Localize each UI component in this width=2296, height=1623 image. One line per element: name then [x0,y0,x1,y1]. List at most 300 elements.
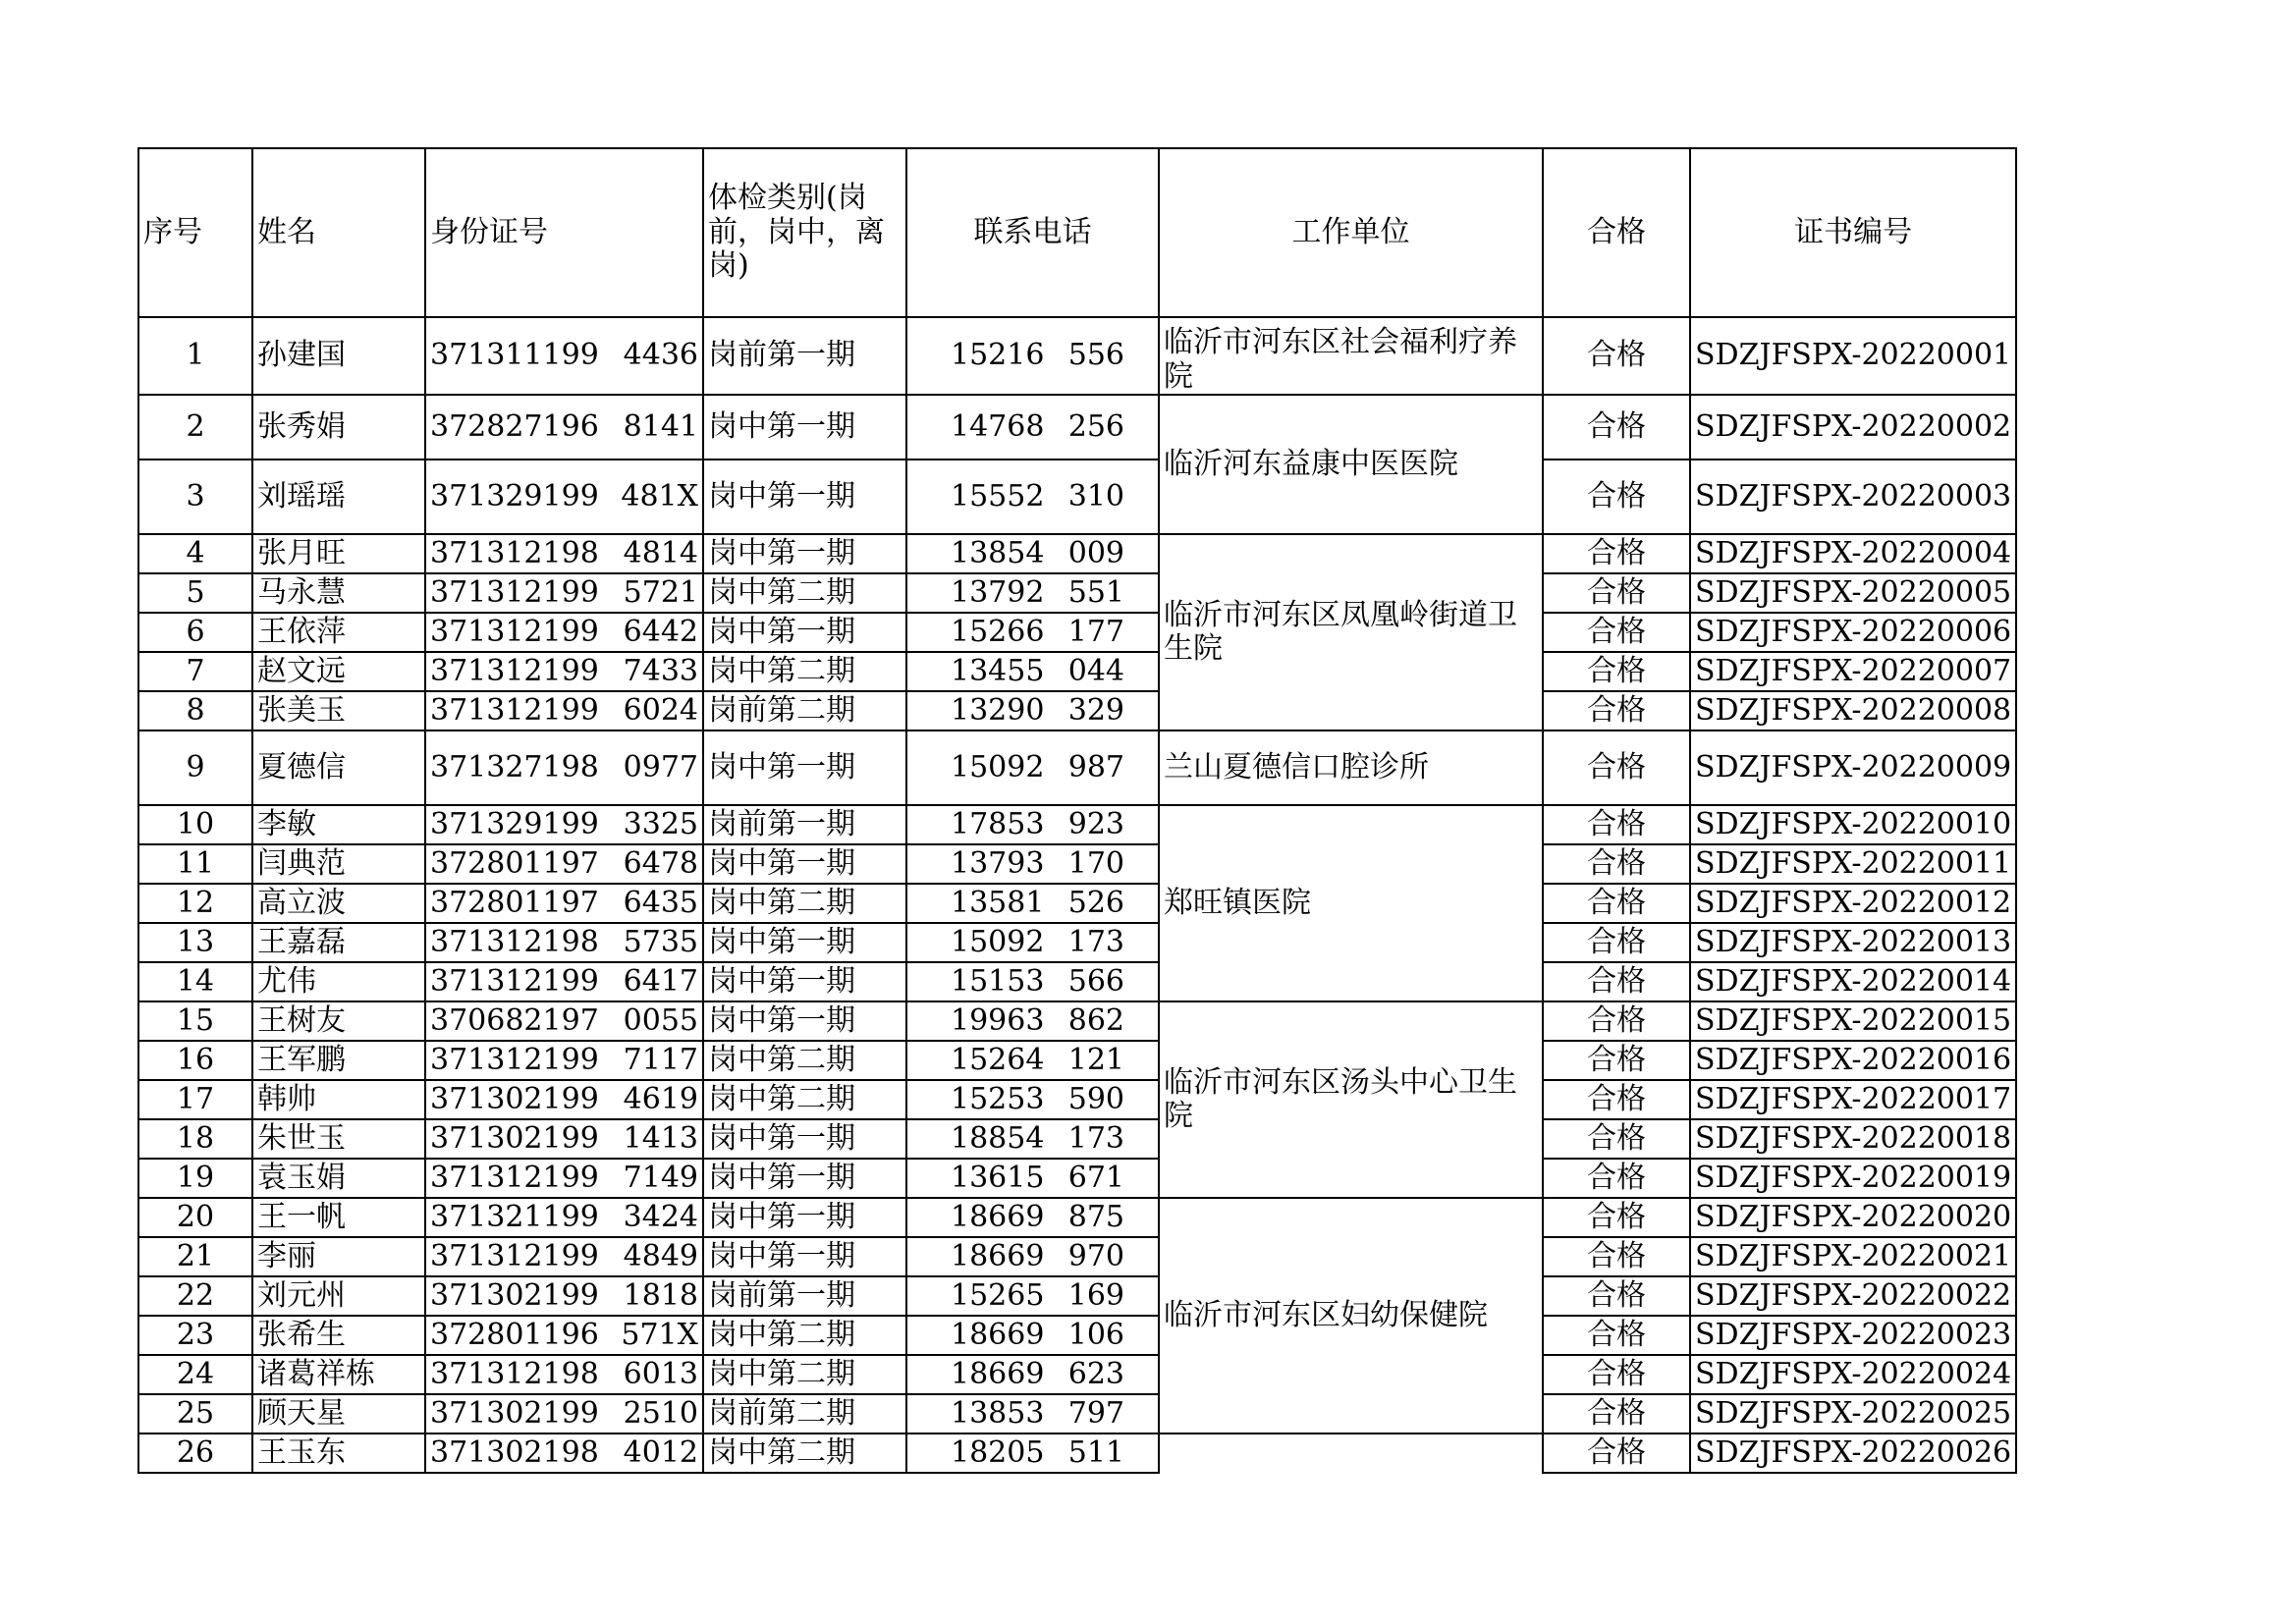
cell-seq: 8 [138,691,252,730]
cell-category: 岗中第二期 [703,1041,906,1080]
cell-phone [906,730,1159,805]
cell-category: 岗中第一期 [703,534,906,573]
cell-id [425,962,703,1001]
cell-id [425,884,703,923]
id-suffix: 7117 [623,1042,698,1077]
id-suffix: 4012 [623,1434,698,1470]
cell-name: 马永慧 [252,573,425,613]
cell-pass: 合格 [1543,317,1690,395]
id-suffix: 4436 [623,338,698,373]
phone-prefix: 18669 [951,1199,1045,1234]
table-row [138,534,2016,573]
cell-pass: 合格 [1543,652,1690,691]
id-prefix: 370682197 [430,1002,599,1038]
id-suffix: 3424 [623,1199,698,1234]
cell-id [425,1434,703,1473]
id-suffix: 0977 [623,749,698,784]
cell-phone [906,923,1159,962]
cell-seq: 24 [138,1355,252,1394]
id-suffix: 0055 [623,1002,698,1038]
cell-name: 诸葛祥栋 [252,1355,425,1394]
id-prefix: 371312199 [430,963,599,999]
cell-seq: 2 [138,395,252,460]
cell-id [425,652,703,691]
phone-prefix: 15092 [951,749,1045,784]
table-row [138,1316,2016,1355]
cell-pass: 合格 [1543,1198,1690,1237]
table-row [138,1001,2016,1041]
cell-name: 王军鹏 [252,1041,425,1080]
cell-name: 尤伟 [252,962,425,1001]
cell-pass: 合格 [1543,573,1690,613]
table-row [138,395,2016,460]
id-suffix: 1818 [623,1277,698,1313]
cell-seq: 16 [138,1041,252,1080]
cell-seq: 18 [138,1119,252,1159]
cell-pass: 合格 [1543,805,1690,844]
phone-suffix: 009 [1067,535,1124,570]
cell-cert: SDZJFSPX-20220004 [1690,534,2016,573]
cell-cert: SDZJFSPX-20220012 [1690,884,2016,923]
phone-suffix: 526 [1067,885,1124,920]
cell-cert: SDZJFSPX-20220026 [1690,1434,2016,1473]
id-suffix: 6013 [623,1356,698,1391]
cell-pass: 合格 [1543,1316,1690,1355]
cell-seq: 10 [138,805,252,844]
cell-cert: SDZJFSPX-20220007 [1690,652,2016,691]
id-prefix: 371327198 [430,749,599,784]
cell-cert: SDZJFSPX-20220013 [1690,923,2016,962]
cell-pass: 合格 [1543,1001,1690,1041]
id-prefix: 371312198 [430,1356,599,1391]
cell-cert: SDZJFSPX-20220025 [1690,1394,2016,1434]
cell-category: 岗前第二期 [703,691,906,730]
cell-id [425,1080,703,1119]
cell-cert: SDZJFSPX-20220014 [1690,962,2016,1001]
cell-name: 袁玉娟 [252,1159,425,1198]
cell-phone [906,1198,1159,1237]
table-row [138,1198,2016,1237]
table-row [138,1276,2016,1316]
cell-id [425,395,703,460]
cell-unit: 临沂市河东区社会福利疗养院 [1159,317,1543,395]
id-suffix: 6478 [623,845,698,881]
header-name: 姓名 [252,148,425,317]
id-suffix: 2510 [623,1395,698,1431]
phone-suffix: 310 [1067,478,1124,514]
cell-name: 闫典范 [252,844,425,884]
cell-phone [906,1276,1159,1316]
id-prefix: 371312199 [430,614,599,649]
cell-category: 岗中第一期 [703,844,906,884]
phone-prefix: 18669 [951,1317,1045,1352]
table-row [138,613,2016,652]
header-row [138,148,2016,317]
phone-prefix: 15216 [951,338,1045,373]
phone-suffix: 170 [1067,845,1124,881]
phone-suffix: 797 [1067,1395,1124,1431]
table-row [138,962,2016,1001]
table-row [138,884,2016,923]
cell-seq: 15 [138,1001,252,1041]
cell-cert: SDZJFSPX-20220023 [1690,1316,2016,1355]
cell-category: 岗中第一期 [703,1237,906,1276]
cell-id [425,1198,703,1237]
cell-id [425,1316,703,1355]
cell-cert: SDZJFSPX-20220005 [1690,573,2016,613]
cell-name: 张秀娟 [252,395,425,460]
cell-category: 岗中第二期 [703,573,906,613]
cell-seq: 3 [138,460,252,534]
cell-unit: 郑旺镇医院 [1159,805,1543,1001]
cell-phone [906,534,1159,573]
table-row [138,460,2016,534]
cell-phone [906,1041,1159,1080]
cell-id [425,317,703,395]
cell-pass: 合格 [1543,1355,1690,1394]
id-prefix: 371312199 [430,653,599,688]
cell-category: 岗前第二期 [703,1394,906,1434]
cell-pass: 合格 [1543,844,1690,884]
cell-seq: 14 [138,962,252,1001]
cell-seq: 25 [138,1394,252,1434]
phone-prefix: 15552 [951,478,1045,514]
phone-prefix: 13615 [951,1160,1045,1195]
cell-seq: 7 [138,652,252,691]
cell-phone [906,317,1159,395]
phone-prefix: 13581 [951,885,1045,920]
phone-prefix: 19963 [951,1002,1045,1038]
table-row [138,1080,2016,1119]
cell-cert: SDZJFSPX-20220017 [1690,1080,2016,1119]
header-phone: 联系电话 [906,148,1159,317]
cell-unit: 临沂市河东区妇幼保健院 [1159,1198,1543,1434]
id-prefix: 371312199 [430,692,599,728]
cell-unit: 临沂市河东区汤头中心卫生院 [1159,1001,1543,1198]
phone-prefix: 13455 [951,653,1045,688]
phone-prefix: 15266 [951,614,1045,649]
id-suffix: 481X [621,478,698,514]
header-unit: 工作单位 [1159,148,1543,317]
phone-suffix: 987 [1067,749,1124,784]
roster-sheet [137,147,2017,1474]
table-row [138,1119,2016,1159]
header-cert: 证书编号 [1690,148,2016,317]
cell-category: 岗中第一期 [703,460,906,534]
cell-category: 岗中第二期 [703,1434,906,1473]
cell-pass: 合格 [1543,962,1690,1001]
id-prefix: 372827196 [430,408,599,444]
header-pass: 合格 [1543,148,1690,317]
cell-category: 岗中第二期 [703,884,906,923]
cell-phone [906,395,1159,460]
id-prefix: 372801197 [430,845,599,881]
phone-prefix: 15265 [951,1277,1045,1313]
phone-suffix: 177 [1067,614,1124,649]
cell-phone [906,691,1159,730]
cell-category: 岗前第一期 [703,805,906,844]
cell-name: 朱世玉 [252,1119,425,1159]
cell-name: 李敏 [252,805,425,844]
cell-category: 岗中第一期 [703,923,906,962]
table-row [138,652,2016,691]
cell-phone [906,1119,1159,1159]
cell-id [425,1237,703,1276]
cell-name: 顾天星 [252,1394,425,1434]
phone-suffix: 875 [1067,1199,1124,1234]
phone-suffix: 511 [1067,1434,1124,1470]
phone-prefix: 17853 [951,806,1045,841]
cell-phone [906,962,1159,1001]
id-prefix: 371311199 [430,338,599,373]
id-prefix: 371321199 [430,1199,599,1234]
id-suffix: 4814 [623,535,698,570]
cell-pass: 合格 [1543,691,1690,730]
cell-name: 王嘉磊 [252,923,425,962]
cell-unit [1159,1434,1543,1473]
id-suffix: 5721 [623,574,698,610]
id-prefix: 371312198 [430,535,599,570]
cell-id [425,805,703,844]
phone-prefix: 13854 [951,535,1045,570]
cell-phone [906,613,1159,652]
cell-category: 岗前第一期 [703,1276,906,1316]
cell-category: 岗前第一期 [703,317,906,395]
cell-id [425,844,703,884]
cell-category: 岗中第二期 [703,652,906,691]
cell-category: 岗中第一期 [703,730,906,805]
cell-pass: 合格 [1543,1119,1690,1159]
cell-cert: SDZJFSPX-20220022 [1690,1276,2016,1316]
phone-suffix: 556 [1067,338,1124,373]
table-row [138,691,2016,730]
cell-name: 刘元州 [252,1276,425,1316]
id-suffix: 6417 [623,963,698,999]
id-suffix: 571X [621,1317,698,1352]
cell-phone [906,1080,1159,1119]
cell-name: 孙建国 [252,317,425,395]
cell-cert: SDZJFSPX-20220009 [1690,730,2016,805]
id-suffix: 7149 [623,1160,698,1195]
phone-prefix: 18669 [951,1238,1045,1273]
cell-phone [906,1355,1159,1394]
cell-unit: 临沂市河东区凤凰岭街道卫生院 [1159,534,1543,730]
cell-phone [906,1237,1159,1276]
cell-pass: 合格 [1543,1237,1690,1276]
id-suffix: 8141 [623,408,698,444]
phone-prefix: 13792 [951,574,1045,610]
cell-phone [906,844,1159,884]
phone-prefix: 14768 [951,408,1045,444]
id-suffix: 3325 [623,806,698,841]
cell-category: 岗中第一期 [703,1119,906,1159]
phone-suffix: 329 [1067,692,1124,728]
cell-cert: SDZJFSPX-20220008 [1690,691,2016,730]
id-suffix: 4619 [623,1081,698,1116]
phone-suffix: 566 [1067,963,1124,999]
cell-cert: SDZJFSPX-20220001 [1690,317,2016,395]
cell-name: 张月旺 [252,534,425,573]
cell-pass: 合格 [1543,1159,1690,1198]
cell-id [425,1001,703,1041]
cell-cert: SDZJFSPX-20220003 [1690,460,2016,534]
table-row [138,573,2016,613]
phone-suffix: 106 [1067,1317,1124,1352]
cell-id [425,573,703,613]
cell-name: 李丽 [252,1237,425,1276]
id-prefix: 371312198 [430,924,599,959]
cell-seq: 21 [138,1237,252,1276]
id-suffix: 5735 [623,924,698,959]
table-row [138,1355,2016,1394]
id-prefix: 372801197 [430,885,599,920]
cell-pass: 合格 [1543,1041,1690,1080]
phone-suffix: 121 [1067,1042,1124,1077]
id-prefix: 371329199 [430,478,599,514]
cell-name: 夏德信 [252,730,425,805]
cell-pass: 合格 [1543,1394,1690,1434]
id-prefix: 371329199 [430,806,599,841]
cell-phone [906,460,1159,534]
cell-name: 赵文远 [252,652,425,691]
phone-prefix: 13853 [951,1395,1045,1431]
cell-seq: 23 [138,1316,252,1355]
id-suffix: 6442 [623,614,698,649]
header-id: 身份证号 [425,148,703,317]
header-category: 体检类别(岗前，岗中，离岗) [703,148,906,317]
cell-category: 岗中第一期 [703,395,906,460]
cell-cert: SDZJFSPX-20220019 [1690,1159,2016,1198]
cell-cert: SDZJFSPX-20220021 [1690,1237,2016,1276]
cell-category: 岗中第一期 [703,1198,906,1237]
cell-seq: 5 [138,573,252,613]
id-prefix: 371312199 [430,1238,599,1273]
cell-id [425,1159,703,1198]
cell-id [425,923,703,962]
cell-seq: 1 [138,317,252,395]
id-suffix: 1413 [623,1120,698,1156]
cell-phone [906,884,1159,923]
cell-id [425,730,703,805]
id-prefix: 371302199 [430,1120,599,1156]
id-prefix: 371302199 [430,1081,599,1116]
phone-suffix: 044 [1067,653,1124,688]
cell-unit: 兰山夏德信口腔诊所 [1159,730,1543,805]
id-prefix: 371302198 [430,1434,599,1470]
cell-pass: 合格 [1543,460,1690,534]
roster-table [137,147,2017,1474]
cell-pass: 合格 [1543,730,1690,805]
id-suffix: 6024 [623,692,698,728]
phone-prefix: 15264 [951,1042,1045,1077]
cell-category: 岗中第二期 [703,1355,906,1394]
cell-category: 岗中第二期 [703,1080,906,1119]
phone-suffix: 923 [1067,806,1124,841]
cell-phone [906,1316,1159,1355]
cell-pass: 合格 [1543,1434,1690,1473]
phone-suffix: 623 [1067,1356,1124,1391]
table-row [138,805,2016,844]
cell-unit: 临沂河东益康中医医院 [1159,395,1543,534]
cell-category: 岗中第一期 [703,613,906,652]
cell-id [425,1041,703,1080]
phone-suffix: 169 [1067,1277,1124,1313]
cell-cert: SDZJFSPX-20220018 [1690,1119,2016,1159]
cell-cert: SDZJFSPX-20220011 [1690,844,2016,884]
cell-category: 岗中第一期 [703,962,906,1001]
id-suffix: 4849 [623,1238,698,1273]
phone-suffix: 671 [1067,1160,1124,1195]
id-suffix: 7433 [623,653,698,688]
table-row [138,1394,2016,1434]
cell-name: 王树友 [252,1001,425,1041]
cell-name: 王玉东 [252,1434,425,1473]
phone-prefix: 15092 [951,924,1045,959]
cell-cert: SDZJFSPX-20220006 [1690,613,2016,652]
phone-suffix: 173 [1067,924,1124,959]
id-prefix: 371312199 [430,1160,599,1195]
id-prefix: 371302199 [430,1395,599,1431]
phone-suffix: 862 [1067,1002,1124,1038]
phone-prefix: 18854 [951,1120,1045,1156]
cell-phone [906,1159,1159,1198]
table-row [138,730,2016,805]
cell-name: 张美玉 [252,691,425,730]
table-row [138,1237,2016,1276]
cell-name: 王一帆 [252,1198,425,1237]
cell-category: 岗中第一期 [703,1001,906,1041]
cell-category: 岗中第一期 [703,1159,906,1198]
phone-suffix: 173 [1067,1120,1124,1156]
cell-phone [906,652,1159,691]
cell-pass: 合格 [1543,884,1690,923]
id-prefix: 372801196 [430,1317,599,1352]
cell-seq: 13 [138,923,252,962]
cell-cert: SDZJFSPX-20220010 [1690,805,2016,844]
cell-cert: SDZJFSPX-20220015 [1690,1001,2016,1041]
table-row [138,1434,2016,1473]
cell-seq: 19 [138,1159,252,1198]
cell-seq: 11 [138,844,252,884]
cell-pass: 合格 [1543,534,1690,573]
table-row [138,844,2016,884]
cell-seq: 26 [138,1434,252,1473]
phone-prefix: 18669 [951,1356,1045,1391]
cell-name: 高立波 [252,884,425,923]
phone-suffix: 256 [1067,408,1124,444]
cell-name: 张希生 [252,1316,425,1355]
cell-id [425,1119,703,1159]
cell-pass: 合格 [1543,1276,1690,1316]
cell-seq: 22 [138,1276,252,1316]
phone-prefix: 13290 [951,692,1045,728]
cell-name: 韩帅 [252,1080,425,1119]
cell-id [425,691,703,730]
id-prefix: 371302199 [430,1277,599,1313]
cell-cert: SDZJFSPX-20220020 [1690,1198,2016,1237]
cell-id [425,1394,703,1434]
cell-seq: 6 [138,613,252,652]
phone-suffix: 590 [1067,1081,1124,1116]
phone-prefix: 13793 [951,845,1045,881]
phone-suffix: 551 [1067,574,1124,610]
cell-cert: SDZJFSPX-20220024 [1690,1355,2016,1394]
phone-prefix: 18205 [951,1434,1045,1470]
cell-pass: 合格 [1543,923,1690,962]
cell-pass: 合格 [1543,395,1690,460]
cell-seq: 12 [138,884,252,923]
cell-cert: SDZJFSPX-20220016 [1690,1041,2016,1080]
